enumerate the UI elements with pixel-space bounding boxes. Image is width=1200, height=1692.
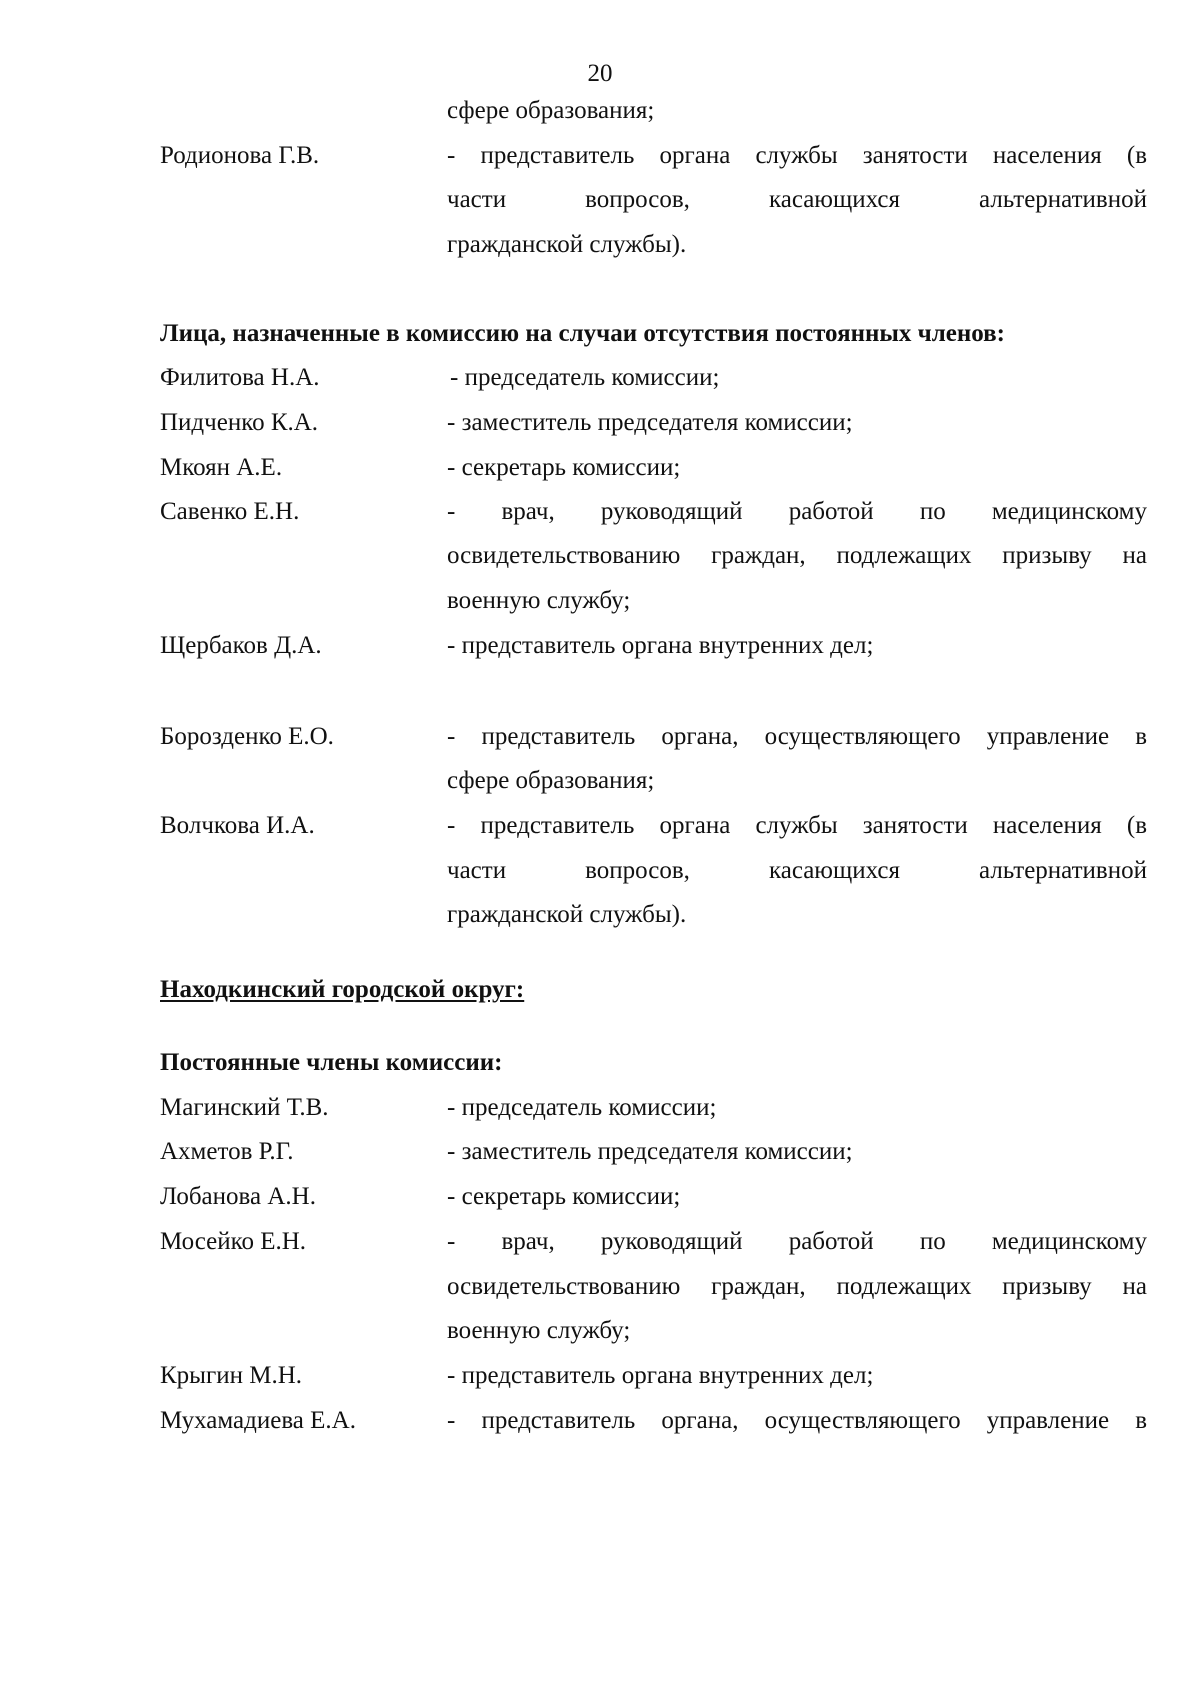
member-role-line: - врач, руководящий работой по медицинскому bbox=[447, 498, 1147, 525]
member-name: Крыгин М.Н. bbox=[160, 1362, 303, 1389]
member-role-line: - секретарь комиссии; bbox=[447, 1183, 681, 1210]
member-name: Ахметов Р.Г. bbox=[160, 1138, 294, 1165]
member-role-line: - председатель комиссии; bbox=[450, 364, 720, 391]
member-role-line: - представитель органа внутренних дел; bbox=[447, 632, 874, 659]
continuation-text: сфере образования; bbox=[447, 97, 655, 124]
member-name: Филитова Н.А. bbox=[160, 364, 320, 391]
page-number: 20 bbox=[587, 60, 613, 87]
member-role-line: части вопросов, касающихся альтернативной bbox=[447, 857, 1147, 884]
member-role-line: освидетельствованию граждан, подлежащих призыву на bbox=[447, 542, 1147, 569]
section-heading-permanent: Постоянные члены комиссии: bbox=[160, 1049, 503, 1076]
member-name: Савенко Е.Н. bbox=[160, 498, 300, 525]
member-name: Лобанова А.Н. bbox=[160, 1183, 316, 1210]
member-role-line: - врач, руководящий работой по медицинскому bbox=[447, 1228, 1147, 1255]
member-role-line: гражданской службы). bbox=[447, 231, 687, 258]
member-role-line: части вопросов, касающихся альтернативной bbox=[447, 186, 1147, 213]
member-role-line: - представитель органа службы занятости населения (в bbox=[447, 142, 1147, 169]
member-name: Мосейко Е.Н. bbox=[160, 1228, 307, 1255]
member-name: Борозденко Е.О. bbox=[160, 723, 334, 750]
member-role-line: - представитель органа, осуществляющего управление в bbox=[447, 723, 1147, 750]
member-name: Магинский Т.В. bbox=[160, 1094, 329, 1121]
member-name: Мухамадиева Е.А. bbox=[160, 1407, 356, 1434]
member-role-line: военную службу; bbox=[447, 1317, 631, 1344]
member-role-line: - заместитель председателя комиссии; bbox=[447, 1138, 853, 1165]
member-role-line: - заместитель председателя комиссии; bbox=[447, 409, 853, 436]
member-role-line: - представитель органа внутренних дел; bbox=[447, 1362, 874, 1389]
member-name: Пидченко К.А. bbox=[160, 409, 319, 436]
member-name: Волчкова И.А. bbox=[160, 812, 315, 839]
member-role-line: освидетельствованию граждан, подлежащих призыву на bbox=[447, 1273, 1147, 1300]
member-role-line: сфере образования; bbox=[447, 767, 655, 794]
member-role-line: гражданской службы). bbox=[447, 901, 687, 928]
section-heading-substitutes: Лица, назначенные в комиссию на случаи отсутствия постоянных членов: bbox=[160, 320, 1005, 347]
member-role-line: - председатель комиссии; bbox=[447, 1094, 717, 1121]
member-name: Родионова Г.В. bbox=[160, 142, 320, 169]
member-name: Мкоян А.Е. bbox=[160, 454, 283, 481]
member-role-line: военную службу; bbox=[447, 587, 631, 614]
member-role-line: - представитель органа, осуществляющего управление в bbox=[447, 1407, 1147, 1434]
member-role-line: - секретарь комиссии; bbox=[447, 454, 681, 481]
district-title: Находкинский городской округ: bbox=[160, 976, 525, 1003]
member-role-line: - представитель органа службы занятости населения (в bbox=[447, 812, 1147, 839]
member-name: Щербаков Д.А. bbox=[160, 632, 322, 659]
